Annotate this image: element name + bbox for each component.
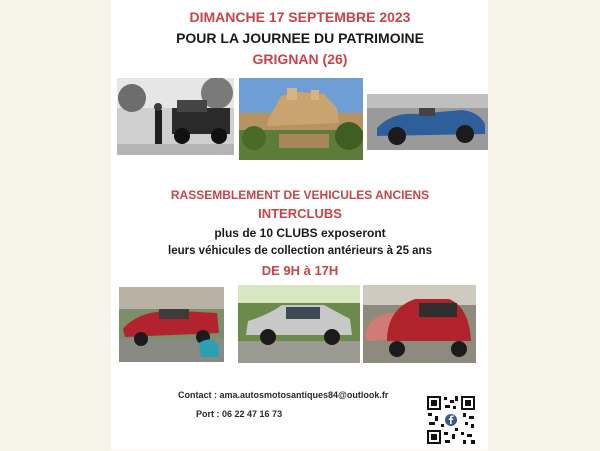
clubs-line: plus de 10 CLUBS exposeront <box>214 226 386 240</box>
vintage-photo-bw <box>117 78 234 155</box>
red-2cv-photo <box>363 285 476 363</box>
contact-email[interactable]: ama.autosmotosantiques84@outlook.fr <box>219 390 389 400</box>
hours-line: DE 9H à 17H <box>261 263 339 278</box>
qr-code-icon[interactable] <box>425 394 477 446</box>
silver-coupe-photo <box>238 285 360 363</box>
phone-label: Port : <box>196 409 220 419</box>
flyer-page <box>111 0 488 450</box>
vehicles-line: leurs véhicules de collection antérieurs à 25 ans <box>168 245 432 257</box>
blue-racing-car-photo <box>367 94 488 150</box>
phone-number[interactable]: 06 22 47 16 73 <box>222 409 283 419</box>
event-date: DIMANCHE 17 SEPTEMBRE 2023 <box>189 9 411 25</box>
contact-email-line <box>178 390 388 400</box>
red-classic-car-photo <box>119 287 224 362</box>
contact-label: Contact : <box>178 390 217 400</box>
interclubs-label: INTERCLUBS <box>258 206 342 221</box>
contact-phone-line <box>196 409 282 419</box>
event-place: GRIGNAN (26) <box>252 51 348 67</box>
grignan-castle-photo <box>239 78 363 160</box>
event-name: POUR LA JOURNEE DU PATRIMOINE <box>176 30 424 46</box>
rally-title: RASSEMBLEMENT DE VEHICULES ANCIENS <box>170 188 430 202</box>
